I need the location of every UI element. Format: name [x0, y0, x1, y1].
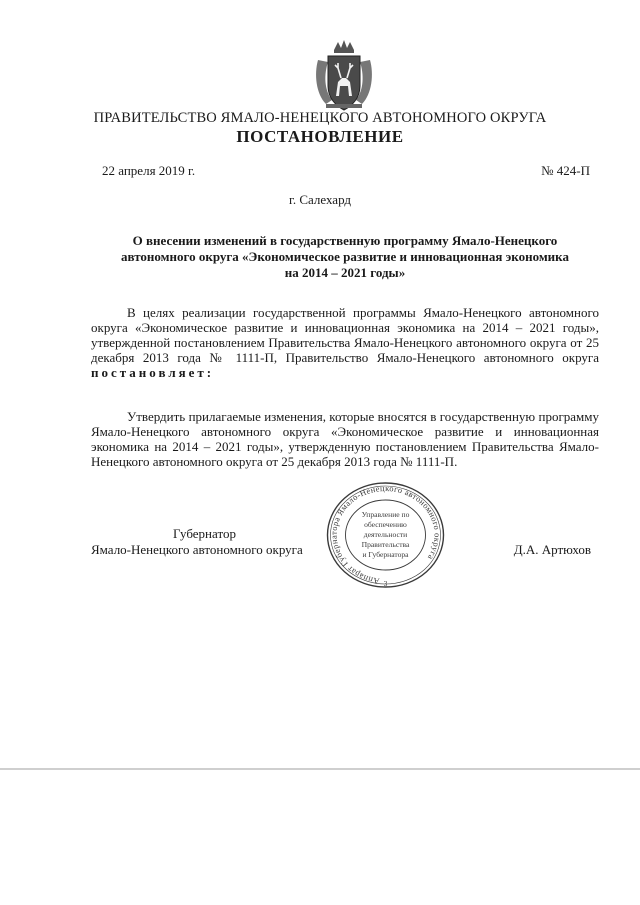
document-number: № 424-П: [541, 163, 590, 178]
signatory-title-line-1: Губернатор: [173, 526, 236, 541]
stamp-number: 3: [383, 579, 388, 588]
stamp-center-line-3: деятельности: [363, 530, 408, 539]
page-bottom-edge: [0, 768, 640, 770]
coat-of-arms-emblem: [312, 38, 376, 114]
document-subject: О внесении изменений в государственную программу Ямало-Ненецкого автономного округа «Экономическое развитие и инновационная экономика на 2014 – 2021 годы»: [121, 233, 569, 280]
stamp-center-line-1: Управление по: [361, 510, 410, 519]
paragraph-1-text: В целях реализации государственной программы Ямало-Ненецкого автономного округа «Экономическое развитие и инновационная экономика на 2014 – 2021 годы», утвержденной постановлением Правительства Ямало-Ненецкого автономного округа от 25 декабря 2013 года № 1111-П, Правительство Ямало-Ненецкого автономного округа: [91, 305, 599, 365]
stamp-center-line-4: Правительства: [361, 540, 410, 549]
stamp-ring-text: Аппарат Губернатора Ямало-Ненецкого автономного округа: [329, 483, 442, 586]
stamp-center-line-5: и Губернатора: [362, 550, 409, 559]
stamp-center-line-2: обеспечению: [364, 520, 407, 529]
body-paragraph-1: [91, 305, 599, 380]
document-type: ПОСТАНОВЛЕНИЕ: [236, 127, 404, 146]
signatory-name: Д.А. Артюхов: [513, 542, 591, 557]
body-paragraph-2: Утвердить прилагаемые изменения, которые вносятся в государственную программу Ямало-Ненецкого автономного округа «Экономическое развитие и инновационная экономика на 2014 – 2021 годы», утвержденную постановлением Правительства Ямало-Ненецкого автономного округа от 25 декабря 2013 года № 1111-П.: [91, 409, 599, 469]
resolves-word: постановляет:: [91, 365, 215, 380]
official-stamp: [323, 479, 448, 591]
signatory-title-line-2: Ямало-Ненецкого автономного округа: [91, 542, 303, 557]
document-city: г. Салехард: [288, 192, 352, 207]
government-name: ПРАВИТЕЛЬСТВО ЯМАЛО-НЕНЕЦКОГО АВТОНОМНОГО ОКРУГА: [93, 110, 547, 126]
document-date: 22 апреля 2019 г.: [102, 163, 196, 178]
